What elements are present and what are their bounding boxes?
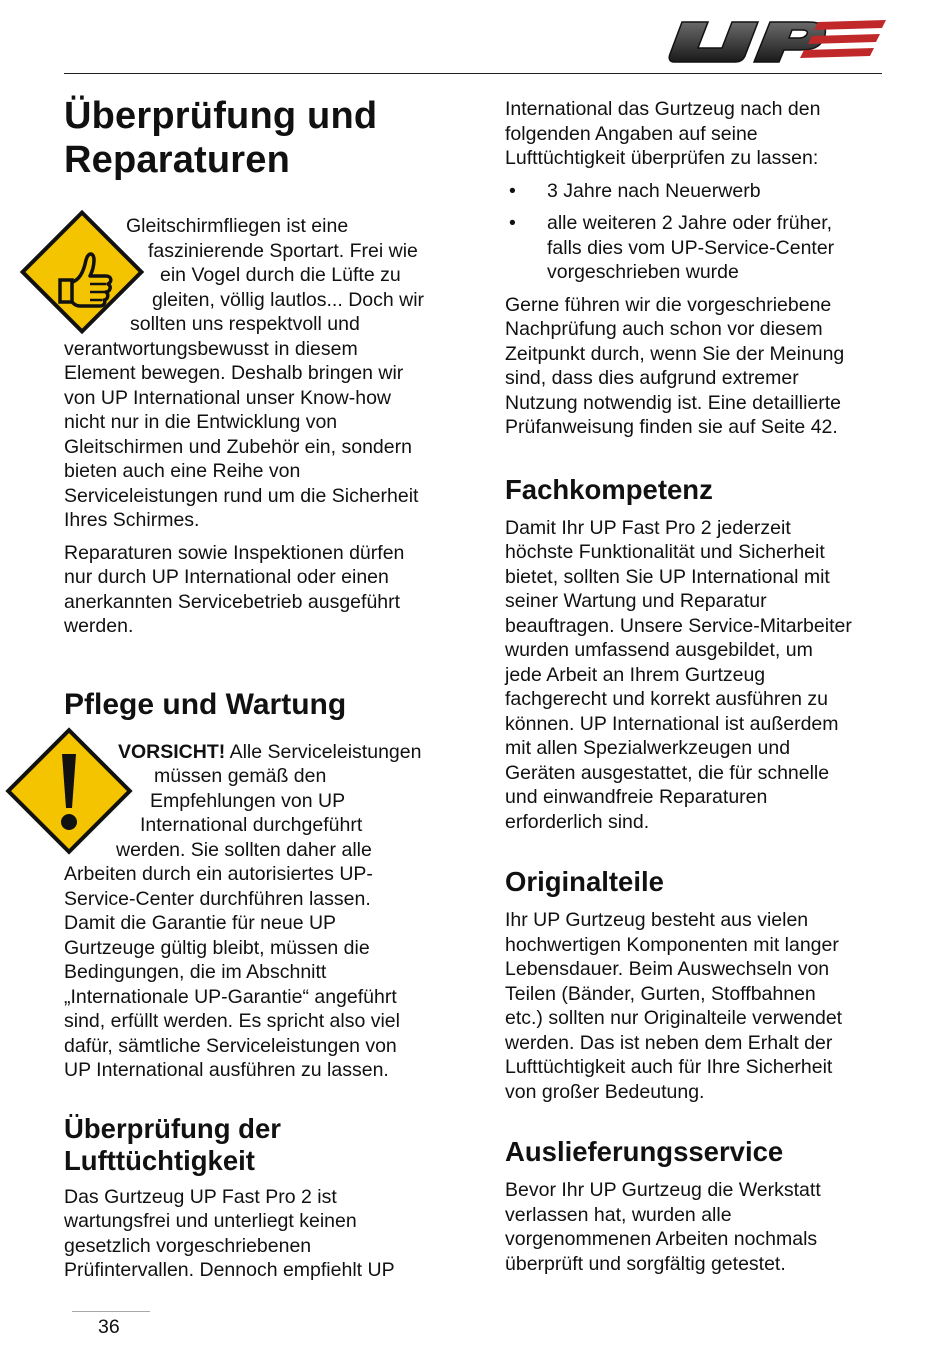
text-line: werden. Sie sollten daher alle — [116, 838, 372, 861]
text-line: von UP International unser Know-how — [64, 386, 391, 409]
care-heading: Pflege und Wartung — [64, 687, 347, 721]
text-line: Ihr UP Gurtzeug besteht aus vielen — [505, 909, 809, 931]
text-line: erforderlich sind. — [505, 810, 650, 833]
text-line: Gleitschirmen und Zubehör ein, sondern — [64, 435, 412, 458]
text-line: wartungsfrei und unterliegt keinen — [64, 1210, 357, 1232]
delivery-paragraph — [505, 1178, 890, 1276]
text-line: gleiten, völlig lautlos... Doch wir — [152, 288, 425, 311]
text-line: anerkannten Servicebetrieb ausgeführt — [64, 590, 401, 613]
text-line: International das Gurtzeug nach den — [505, 98, 821, 120]
delivery-heading: Auslieferungsservice — [505, 1136, 784, 1167]
intro-block — [64, 214, 464, 533]
text-line: Prüfanweisung finden sie auf Seite 42. — [505, 416, 838, 438]
text-line: Service-Center durchführen lassen. — [64, 887, 371, 910]
text-line: Lufttüchtigkeit auch für Ihre Sicherheit — [505, 1056, 833, 1078]
heading-line: Lufttüchtigkeit — [64, 1144, 255, 1176]
text-line: Nutzung notwendig ist. Eine detaillierte — [505, 391, 842, 414]
text-line: Ihres Schirmes. — [64, 509, 200, 531]
logo-text: UP — [668, 12, 670, 13]
text-line: UP International ausführen zu lassen. — [64, 1059, 389, 1081]
continued-paragraph — [505, 97, 890, 171]
text-line: Lufttüchtigkeit überprüfen zu lassen: — [505, 147, 819, 169]
text-line: Element bewegen. Deshalb bringen wir — [64, 362, 404, 384]
text-line: von großer Bedeutung. — [505, 1080, 705, 1103]
text-line: Gleitschirmfliegen ist eine — [126, 215, 349, 237]
text-line: Zeitpunkt durch, wenn Sie der Meinung — [505, 342, 845, 365]
text-line: wurden umfassend ausgebildet, um — [505, 639, 813, 661]
text-line: International durchgeführt — [140, 814, 363, 836]
text-line: Teilen (Bänder, Gurten, Stoffbahnen — [505, 982, 816, 1005]
text-line: Alle Serviceleistungen — [225, 740, 422, 763]
text-line: Prüfintervallen. Dennoch empfiehlt UP — [64, 1259, 395, 1281]
text-line: werden. — [64, 615, 134, 637]
text-line: verantwortungsbewusst in diesem — [64, 337, 358, 360]
text-line: fachgerecht und korrekt ausführen zu — [505, 688, 829, 710]
text-line: falls dies vom UP-Service-Center — [547, 236, 835, 259]
airworthiness-paragraph — [64, 1185, 464, 1283]
text-line: beauftragen. Unsere Service-Mitarbeiter — [505, 614, 852, 637]
text-line: Serviceleistungen rund um die Sicherheit — [64, 484, 419, 507]
repair-paragraph — [64, 541, 464, 639]
text-line: Nachprüfung auch schon vor diesem — [505, 318, 823, 340]
bullet: • — [509, 179, 516, 202]
text-line: bietet, sollten Sie UP International mit — [505, 565, 830, 588]
text-line: Damit Ihr UP Fast Pro 2 jederzeit — [505, 516, 791, 539]
text-line: Lebensdauer. Beim Auswechseln von — [505, 958, 830, 980]
text-line: überprüft und sorgfältig getestet. — [505, 1252, 786, 1275]
text-line: faszinierende Sportart. Frei wie — [148, 239, 418, 262]
text-line: können. UP International ist außerdem — [505, 712, 839, 735]
text-line: gesetzlich vorgeschriebenen — [64, 1234, 312, 1257]
text-line: Gerne führen wir die vorgeschriebene — [505, 293, 832, 316]
expertise-heading: Fachkompetenz — [505, 473, 713, 505]
text-line: folgenden Angaben auf seine — [505, 122, 758, 145]
warning-exclamation-icon — [4, 726, 134, 856]
text-line: 3 Jahre nach Neuerwerb — [547, 179, 761, 202]
expertise-paragraph — [505, 516, 890, 835]
text-line: seiner Wartung und Reparatur — [505, 590, 767, 612]
text-line: sind, erfüllt werden. Es spricht also viel — [64, 1010, 400, 1032]
text-line: ein Vogel durch die Lüfte zu — [160, 264, 401, 286]
parts-heading: Originalteile — [505, 866, 664, 897]
footer-rule — [72, 1311, 150, 1312]
text-line: vorgenommenen Arbeiten nochmals — [505, 1228, 818, 1250]
text-line: „Internationale UP-Garantie“ angeführt — [64, 985, 397, 1008]
text-line: sind, dass dies aufgrund extremer — [505, 367, 799, 389]
text-line: höchste Funktionalität und Sicherheit — [505, 541, 825, 563]
text-line: müssen gemäß den — [154, 765, 327, 787]
left-column — [64, 94, 464, 1283]
text-line: Arbeiten durch ein autorisiertes UP- — [64, 863, 373, 885]
text-line: alle weiteren 2 Jahre oder früher, — [547, 212, 833, 234]
text-line: und einwandfreie Reparaturen — [505, 786, 768, 808]
text-line: verlassen hat, wurden alle — [505, 1203, 732, 1226]
text-line: Empfehlungen von UP — [150, 789, 346, 812]
heading-line: Überprüfung der — [64, 1112, 281, 1144]
recheck-paragraph — [505, 293, 890, 440]
text-line: bieten auch eine Reihe von — [64, 460, 301, 482]
airworthiness-heading — [64, 1113, 464, 1177]
parts-paragraph — [505, 908, 890, 1104]
page-number: 36 — [98, 1316, 120, 1338]
text-line: Reparaturen sowie Inspektionen dürfen — [64, 541, 405, 564]
text-line: etc.) sollten nur Originalteile verwendet — [505, 1007, 843, 1029]
text-line: Das Gurtzeug UP Fast Pro 2 ist — [64, 1185, 337, 1208]
list-item — [505, 179, 890, 204]
text-line: Bedingungen, die im Abschnitt — [64, 961, 327, 983]
text-line: nur durch UP International oder einen — [64, 566, 389, 588]
text-line: nicht nur in die Entwicklung von — [64, 411, 338, 433]
page-title-line: Reparaturen — [64, 139, 291, 181]
bullet: • — [509, 212, 516, 234]
page-title — [64, 94, 464, 182]
up-logo — [668, 12, 890, 68]
text-line: Damit die Garantie für neue UP — [64, 912, 337, 934]
text-line: vorgeschrieben wurde — [547, 261, 739, 283]
text-line: werden. Das ist neben dem Erhalt der — [505, 1031, 833, 1054]
text-line: Gurtzeuge gültig bleibt, müssen die — [64, 936, 370, 959]
page-title-line: Überprüfung und — [64, 95, 378, 137]
text-line: mit allen Spezialwerkzeugen und — [505, 737, 791, 759]
text-line: sollten uns respektvoll und — [130, 313, 360, 335]
interval-list — [505, 179, 890, 285]
text-line: Bevor Ihr UP Gurtzeug die Werkstatt — [505, 1179, 821, 1201]
right-column — [505, 97, 890, 1276]
text-line: jede Arbeit an Ihrem Gurtzeug — [505, 663, 766, 686]
text-line: dafür, sämtliche Serviceleistungen von — [64, 1034, 397, 1057]
thumbs-up-icon — [20, 210, 144, 334]
list-item — [505, 211, 890, 285]
header-rule — [64, 73, 882, 74]
care-block — [64, 740, 464, 1083]
text-line: hochwertigen Komponenten mit langer — [505, 933, 839, 956]
caution-label: VORSICHT! — [118, 740, 226, 763]
text-line: Geräten ausgestattet, die für schnelle — [505, 761, 830, 784]
